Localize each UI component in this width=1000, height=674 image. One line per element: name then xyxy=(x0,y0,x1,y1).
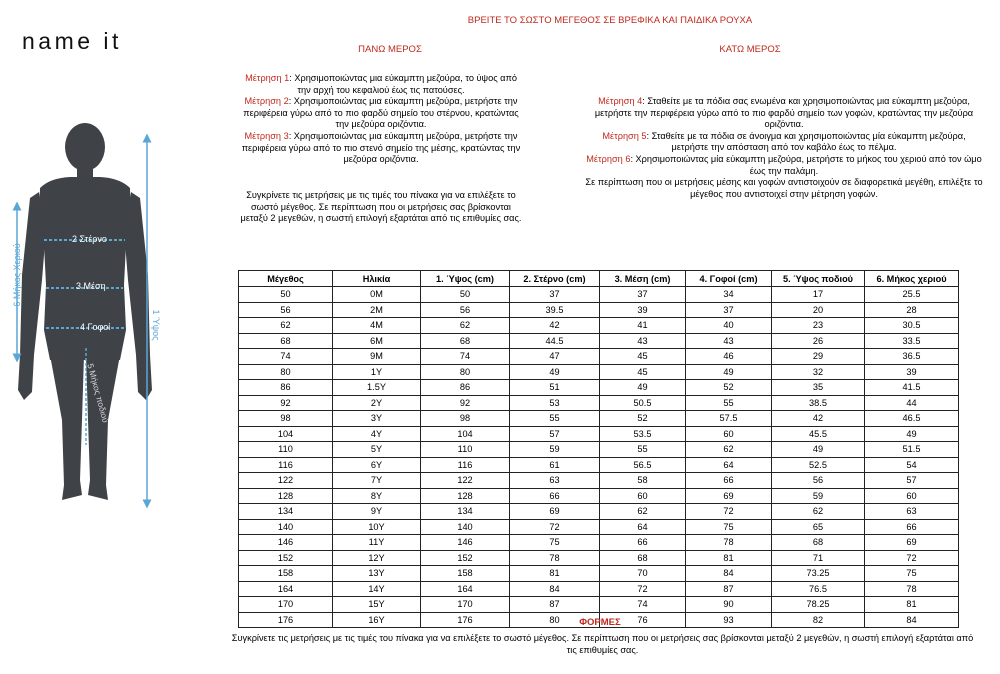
table-cell: 75 xyxy=(686,519,772,535)
table-cell: 15Y xyxy=(333,597,421,613)
table-cell: 59 xyxy=(510,442,600,458)
table-cell: 44.5 xyxy=(510,333,600,349)
table-cell: 110 xyxy=(421,442,510,458)
table-cell: 86 xyxy=(239,380,333,396)
table-cell: 33.5 xyxy=(865,333,959,349)
table-cell: 20 xyxy=(772,302,865,318)
table-cell: 134 xyxy=(421,504,510,520)
table-row xyxy=(239,442,959,458)
table-cell: 80 xyxy=(510,612,600,628)
table-cell: 56.5 xyxy=(600,457,686,473)
table-cell: 78.25 xyxy=(772,597,865,613)
table-row xyxy=(239,395,959,411)
table-cell: 25.5 xyxy=(865,287,959,303)
table-cell: 78 xyxy=(865,581,959,597)
table-cell: 55 xyxy=(600,442,686,458)
table-cell: 75 xyxy=(510,535,600,551)
table-cell: 62 xyxy=(772,504,865,520)
table-cell: 44 xyxy=(865,395,959,411)
table-cell: 140 xyxy=(421,519,510,535)
table-cell: 5Y xyxy=(333,442,421,458)
table-cell: 17 xyxy=(772,287,865,303)
child-silhouette xyxy=(18,123,152,500)
table-cell: 72 xyxy=(600,581,686,597)
table-cell: 37 xyxy=(510,287,600,303)
table-cell: 45 xyxy=(600,349,686,365)
table-row xyxy=(239,581,959,597)
table-cell: 0M xyxy=(333,287,421,303)
table-cell: 90 xyxy=(686,597,772,613)
table-cell: 158 xyxy=(421,566,510,582)
table-cell: 73.25 xyxy=(772,566,865,582)
table-cell: 53 xyxy=(510,395,600,411)
table-cell: 2M xyxy=(333,302,421,318)
table-cell: 152 xyxy=(239,550,333,566)
table-cell: 23 xyxy=(772,318,865,334)
table-cell: 104 xyxy=(421,426,510,442)
table-cell: 29 xyxy=(772,349,865,365)
table-cell: 58 xyxy=(600,473,686,489)
table-cell: 122 xyxy=(421,473,510,489)
table-cell: 55 xyxy=(686,395,772,411)
table-cell: 32 xyxy=(772,364,865,380)
body-figure xyxy=(0,100,230,520)
table-row xyxy=(239,302,959,318)
table-cell: 46.5 xyxy=(865,411,959,427)
table-row xyxy=(239,411,959,427)
measurement-5-text: : Σταθείτε με τα πόδια σε άνοιγμα και χρησιμοποιώντας μία εύκαμπτη μεζούρα, μετρήστε την απόσταση από τον καβάλο έως το πέλμα. xyxy=(646,130,966,153)
table-cell: 76.5 xyxy=(772,581,865,597)
table-cell: 43 xyxy=(686,333,772,349)
measurement-2-text: : Χρησιμοποιώντας μια εύκαμπτη μεζούρα, μετρήστε την περιφέρεια γύρω από το πιο φαρδύ σημείο του στέρνου, κρατώντας την μεζούρα οριζόντια. xyxy=(243,96,519,130)
table-cell: 164 xyxy=(239,581,333,597)
arm-length-label: 6 Μήκος Χεριού xyxy=(12,243,22,307)
table-cell: 60 xyxy=(600,488,686,504)
table-cell: 56 xyxy=(421,302,510,318)
table-cell: 52 xyxy=(686,380,772,396)
table-cell: 30.5 xyxy=(865,318,959,334)
table-cell: 6Y xyxy=(333,457,421,473)
table-cell: 86 xyxy=(421,380,510,396)
table-cell: 49 xyxy=(686,364,772,380)
measurement-5-label: Μέτρηση 5 xyxy=(602,130,647,141)
table-cell: 72 xyxy=(865,550,959,566)
table-cell: 78 xyxy=(686,535,772,551)
table-cell: 45.5 xyxy=(772,426,865,442)
table-row xyxy=(239,333,959,349)
table-cell: 14Y xyxy=(333,581,421,597)
table-cell: 84 xyxy=(510,581,600,597)
table-row xyxy=(239,566,959,582)
col-header-chest: 2. Στέρνο (cm) xyxy=(510,271,600,287)
table-cell: 81 xyxy=(686,550,772,566)
table-cell: 146 xyxy=(239,535,333,551)
table-cell: 87 xyxy=(510,597,600,613)
table-cell: 170 xyxy=(421,597,510,613)
table-cell: 63 xyxy=(865,504,959,520)
table-cell: 80 xyxy=(421,364,510,380)
table-cell: 65 xyxy=(772,519,865,535)
table-cell: 39 xyxy=(600,302,686,318)
col-header-leg-height: 5. Ύψος ποδιού xyxy=(772,271,865,287)
table-row xyxy=(239,457,959,473)
table-cell: 47 xyxy=(510,349,600,365)
table-cell: 53.5 xyxy=(600,426,686,442)
table-cell: 16Y xyxy=(333,612,421,628)
table-cell: 98 xyxy=(239,411,333,427)
table-cell: 62 xyxy=(239,318,333,334)
size-table xyxy=(238,270,959,628)
table-cell: 52 xyxy=(600,411,686,427)
table-row xyxy=(239,349,959,365)
table-cell: 66 xyxy=(510,488,600,504)
table-cell: 59 xyxy=(772,488,865,504)
table-cell: 26 xyxy=(772,333,865,349)
brand-logo: name it xyxy=(22,28,122,54)
table-cell: 40 xyxy=(686,318,772,334)
table-cell: 37 xyxy=(600,287,686,303)
measurement-3-label: Μέτρηση 3 xyxy=(244,130,289,141)
size-table-body xyxy=(239,287,959,628)
table-cell: 75 xyxy=(865,566,959,582)
table-cell: 128 xyxy=(239,488,333,504)
table-cell: 49 xyxy=(865,426,959,442)
table-cell: 158 xyxy=(239,566,333,582)
lower-note: Σε περίπτωση που οι μετρήσεις μέσης και γοφών αντιστοιχούν σε διαφορετικά μεγέθη, επιλέξτε το μέγεθος που αντιστοιχεί στην μέτρηση γοφών. xyxy=(585,177,983,199)
hips-label: 4 Γοφοί xyxy=(80,322,111,332)
upper-instructions xyxy=(240,73,522,166)
table-cell: 72 xyxy=(510,519,600,535)
table-cell: 2Y xyxy=(333,395,421,411)
table-cell: 39.5 xyxy=(510,302,600,318)
measurement-4-label: Μέτρηση 4 xyxy=(598,96,643,106)
table-cell: 8Y xyxy=(333,488,421,504)
table-cell: 50 xyxy=(421,287,510,303)
table-cell: 84 xyxy=(686,566,772,582)
table-cell: 13Y xyxy=(333,566,421,582)
table-cell: 39 xyxy=(865,364,959,380)
table-cell: 64 xyxy=(686,457,772,473)
table-cell: 10Y xyxy=(333,519,421,535)
table-row xyxy=(239,519,959,535)
table-cell: 28 xyxy=(865,302,959,318)
table-cell: 9Y xyxy=(333,504,421,520)
table-cell: 81 xyxy=(510,566,600,582)
table-cell: 68 xyxy=(239,333,333,349)
col-header-size: Μέγεθος xyxy=(239,271,333,287)
table-cell: 4M xyxy=(333,318,421,334)
table-row xyxy=(239,426,959,442)
table-cell: 51 xyxy=(510,380,600,396)
table-cell: 36.5 xyxy=(865,349,959,365)
chest-label: 2 Στέρνο xyxy=(72,234,107,244)
table-cell: 164 xyxy=(421,581,510,597)
table-cell: 69 xyxy=(865,535,959,551)
table-row xyxy=(239,380,959,396)
table-cell: 69 xyxy=(510,504,600,520)
page-title: ΒΡΕΙΤΕ ΤΟ ΣΩΣΤΟ ΜΕΓΕΘΟΣ ΣΕ ΒΡΕΦΙΚΑ ΚΑΙ ΠΑΙΔΙΚΑ ΡΟΥΧΑ xyxy=(467,15,753,26)
table-cell: 42 xyxy=(772,411,865,427)
table-row xyxy=(239,364,959,380)
measurement-6-label: Μέτρηση 6 xyxy=(586,153,631,164)
table-cell: 41 xyxy=(600,318,686,334)
table-cell: 68 xyxy=(600,550,686,566)
table-cell: 61 xyxy=(510,457,600,473)
col-header-age: Ηλικία xyxy=(333,271,421,287)
table-cell: 74 xyxy=(600,597,686,613)
table-cell: 62 xyxy=(421,318,510,334)
measurement-4-text: : Σταθείτε με τα πόδια σας ενωμένα και χρησιμοποιώντας μια εύκαμπτη μεζούρα, μετρήστε την περιφέρεια γύρω από το πιο φαρδύ σημείο των γοφών, κρατώντας την μεζούρα οριζόντια. xyxy=(594,96,974,130)
table-cell: 56 xyxy=(772,473,865,489)
table-cell: 60 xyxy=(865,488,959,504)
table-cell: 66 xyxy=(600,535,686,551)
measurement-6-text: : Χρησιμοποιώντας μία εύκαμπτη μεζούρα, μετρήστε το μήκος του χεριού από τον ώμο έως την παλάμη. xyxy=(630,153,982,176)
table-cell: 116 xyxy=(239,457,333,473)
table-cell: 146 xyxy=(421,535,510,551)
table-cell: 57 xyxy=(865,473,959,489)
table-cell: 35 xyxy=(772,380,865,396)
table-cell: 9M xyxy=(333,349,421,365)
table-cell: 56 xyxy=(239,302,333,318)
upper-note: Συγκρίνετε τις μετρήσεις με τις τιμές του πίνακα για να επιλέξετε το σωστό μέγεθος. Σε περίπτωση που οι μετρήσεις σας βρίσκονται μεταξύ 2 μεγεθών, η σωστή επιλογή εξαρτάται από τις επιθυμίες σας. xyxy=(240,190,522,224)
table-cell: 78 xyxy=(510,550,600,566)
table-cell: 66 xyxy=(686,473,772,489)
table-cell: 38.5 xyxy=(772,395,865,411)
table-row xyxy=(239,597,959,613)
table-cell: 170 xyxy=(239,597,333,613)
table-cell: 50 xyxy=(239,287,333,303)
table-cell: 122 xyxy=(239,473,333,489)
table-cell: 116 xyxy=(421,457,510,473)
table-cell: 152 xyxy=(421,550,510,566)
table-row xyxy=(239,535,959,551)
table-cell: 176 xyxy=(239,612,333,628)
table-row xyxy=(239,287,959,303)
table-row xyxy=(239,488,959,504)
table-cell: 11Y xyxy=(333,535,421,551)
table-cell: 128 xyxy=(421,488,510,504)
table-cell: 80 xyxy=(239,364,333,380)
table-header-row xyxy=(239,271,959,287)
table-cell: 3Y xyxy=(333,411,421,427)
lower-heading: ΚΑΤΩ ΜΕΡΟΣ xyxy=(719,44,781,55)
table-cell: 49 xyxy=(772,442,865,458)
table-cell: 49 xyxy=(510,364,600,380)
table-cell: 41.5 xyxy=(865,380,959,396)
table-cell: 82 xyxy=(772,612,865,628)
table-cell: 63 xyxy=(510,473,600,489)
table-cell: 87 xyxy=(686,581,772,597)
table-cell: 46 xyxy=(686,349,772,365)
table-cell: 55 xyxy=(510,411,600,427)
table-cell: 110 xyxy=(239,442,333,458)
table-cell: 92 xyxy=(239,395,333,411)
table-cell: 43 xyxy=(600,333,686,349)
upper-heading: ΠΑΝΩ ΜΕΡΟΣ xyxy=(358,44,422,55)
table-cell: 70 xyxy=(600,566,686,582)
table-row xyxy=(239,550,959,566)
table-cell: 1Y xyxy=(333,364,421,380)
col-header-arm-length: 6. Μήκος χεριού xyxy=(865,271,959,287)
table-cell: 52.5 xyxy=(772,457,865,473)
table-cell: 50.5 xyxy=(600,395,686,411)
table-cell: 176 xyxy=(421,612,510,628)
measurement-2-label: Μέτρηση 2 xyxy=(244,96,289,107)
table-cell: 84 xyxy=(865,612,959,628)
table-cell: 62 xyxy=(686,442,772,458)
table-cell: 74 xyxy=(421,349,510,365)
height-label: 1 Ύψος xyxy=(151,309,161,341)
table-row xyxy=(239,473,959,489)
table-cell: 51.5 xyxy=(865,442,959,458)
table-cell: 49 xyxy=(600,380,686,396)
table-cell: 134 xyxy=(239,504,333,520)
table-cell: 76 xyxy=(600,612,686,628)
table-row xyxy=(239,318,959,334)
waist-label: 3 Μέση xyxy=(76,281,106,291)
table-cell: 45 xyxy=(600,364,686,380)
table-row xyxy=(239,504,959,520)
col-header-hips: 4. Γοφοί (cm) xyxy=(686,271,772,287)
table-cell: 57 xyxy=(510,426,600,442)
measurement-1-text: : Χρησιμοποιώντας μια εύκαμπτη μεζούρα, το ύψος από την αρχή του κεφαλιού έως τις πατούσες. xyxy=(289,73,517,95)
table-cell: 6M xyxy=(333,333,421,349)
lower-instructions xyxy=(585,96,983,200)
col-header-height: 1. Ύψος (cm) xyxy=(421,271,510,287)
table-cell: 12Y xyxy=(333,550,421,566)
table-cell: 54 xyxy=(865,457,959,473)
table-cell: 140 xyxy=(239,519,333,535)
table-cell: 104 xyxy=(239,426,333,442)
table-cell: 98 xyxy=(421,411,510,427)
table-cell: 68 xyxy=(421,333,510,349)
table-cell: 92 xyxy=(421,395,510,411)
table-cell: 62 xyxy=(600,504,686,520)
table-cell: 60 xyxy=(686,426,772,442)
table-cell: 57.5 xyxy=(686,411,772,427)
table-cell: 7Y xyxy=(333,473,421,489)
formulas-heading: ΦΟΡΜΕΣ xyxy=(579,617,621,628)
table-cell: 71 xyxy=(772,550,865,566)
formulas-text: Συγκρίνετε τις μετρήσεις με τις τιμές του πίνακα για να επιλέξετε το σωστό μέγεθος. Σε περίπτωση που οι μετρήσεις σας βρίσκονται μεταξύ 2 μεγεθών, η σωστή επιλογή εξαρτάται από τις επιθυμίες σας. xyxy=(231,633,974,655)
measurement-3-text: : Χρησιμοποιώντας μια εύκαμπτη μεζούρα, μετρήστε την περιφέρεια γύρω από το πιο στενό σημείο της μέσης, κρατώντας την μεζούρα οριζόντια. xyxy=(241,130,521,165)
table-cell: 68 xyxy=(772,535,865,551)
table-cell: 81 xyxy=(865,597,959,613)
table-cell: 69 xyxy=(686,488,772,504)
measurement-1-label: Μέτρηση 1 xyxy=(245,73,290,83)
table-cell: 66 xyxy=(865,519,959,535)
table-cell: 42 xyxy=(510,318,600,334)
table-cell: 93 xyxy=(686,612,772,628)
table-cell: 64 xyxy=(600,519,686,535)
table-cell: 34 xyxy=(686,287,772,303)
table-cell: 1.5Y xyxy=(333,380,421,396)
col-header-waist: 3. Μέση (cm) xyxy=(600,271,686,287)
table-cell: 4Y xyxy=(333,426,421,442)
leg-length-label: 5 Μήκος ποδιού xyxy=(85,362,111,424)
table-cell: 72 xyxy=(686,504,772,520)
table-cell: 74 xyxy=(239,349,333,365)
table-cell: 37 xyxy=(686,302,772,318)
